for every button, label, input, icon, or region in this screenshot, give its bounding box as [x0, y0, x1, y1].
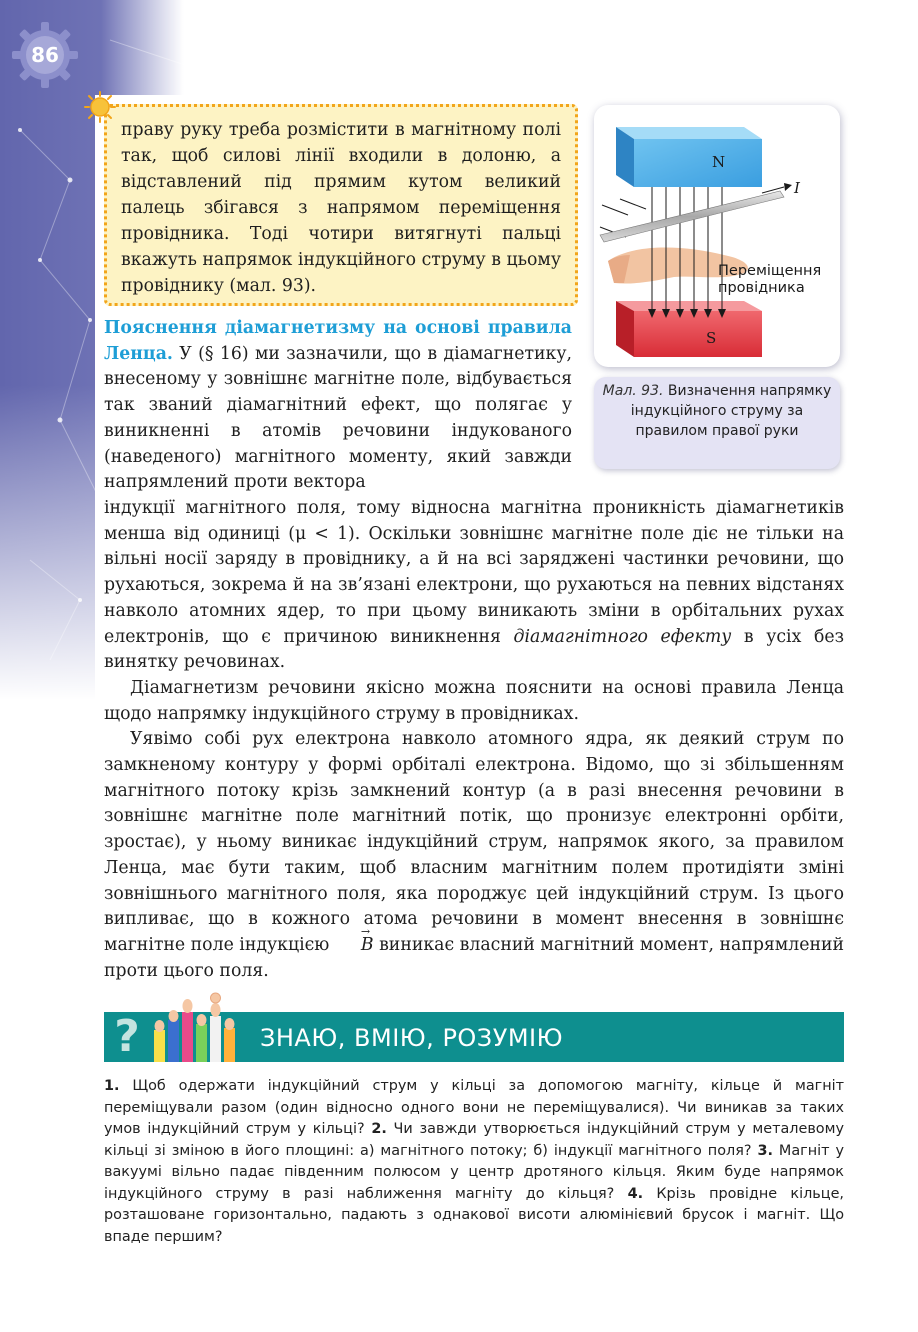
caption-text: Визначення напрямку індукційного струму за правилом правої руки	[630, 383, 832, 439]
question-3-number: 3.	[757, 1142, 773, 1159]
review-questions	[104, 1076, 844, 1248]
right-hand-rule-illustration	[594, 105, 840, 367]
paragraph-orbit-end: виникає власний магнітний момент, напрямлений проти цього поля.	[104, 934, 845, 981]
question-4-number: 4.	[627, 1185, 644, 1202]
question-1: Щоб одержати індукційний струм у кільці за допомогою магніту, кільце й магніт переміщували разом (один відносно одного вони не переміщувалися). Чи виникав за таких умов індукційний струм у кільці?	[104, 1078, 844, 1137]
section-title: ЗНАЮ, ВМІЮ, РОЗУМІЮ	[260, 1024, 564, 1052]
question-1-number: 1.	[104, 1078, 120, 1094]
magnet-south	[634, 311, 762, 357]
label-motion-line1: Переміщення	[718, 263, 822, 279]
intro-text: У (§ 16) ми зазначили, що в діамагнетику, внесеному у зовнішнє магнітне поле, відбувається так званий діамагнітний ефект, що полягає у виникненні в атомів речовини індукованого (наведеного) магнітного моменту, який завжди напрямлений проти вектора	[104, 343, 572, 493]
label-current: I	[794, 179, 800, 197]
section-diamagnetism-body	[104, 496, 844, 984]
page-number: 86	[31, 43, 59, 67]
section-heading: Пояснення діамагнетизму на основі правила Ленца.	[104, 318, 572, 364]
figure-93	[594, 105, 840, 367]
paragraph-lenz: Діамагнетизм речовини якісно можна пояснити на основі правила Ленца щодо напрямку індукційного струму в провідниках.	[104, 677, 844, 724]
section-diamagnetism-intro	[104, 316, 572, 496]
question-3: Магніт у вакуумі вільно падає південним полюсом у центр дротяного кільця. Яким буде напрямок індукційного струму в разі наближення магніту до кільця?	[104, 1142, 844, 1202]
vector-b-symbol: → B	[335, 933, 374, 959]
question-2: Чи завжди утворюється індукційний струм у металевому кільці зі зміною в його площині: а) магнітного потоку; б) індукції магнітного поля?	[104, 1121, 844, 1159]
label-n: N	[712, 153, 726, 171]
paragraph-orbit: Уявімо собі рух електрона навколо атомного ядра, як деякий струм по замкненому контуру у формі орбіталі електрона. Відомо, що зі збільшенням магнітного потоку крізь замкнений контур (а в разі внесення речовини в зовнішнє магнітне поле магнітний потік, що пронизує електронні орбіти, зростає), у ньому виникає індукційний струм, напрямок якого, за правилом Ленца, має бути таким, щоб власним магнітним полем протидіяти зміні зовнішнього магнітного поля, яка породжує цей індукційний струм. Із цього випливає, що в кожного атома речовини в момент внесення в зовнішнє магнітне поле індукцією	[104, 729, 844, 955]
question-4: Крізь провідне кільце, розташоване горизонтально, падають з однакової висоти алюмінієвий брусок і магніт. Що впаде першим?	[104, 1185, 844, 1245]
term-diamagnetic-effect: діамагнітного ефекту	[513, 626, 732, 647]
caption-label: Мал. 93.	[602, 383, 664, 399]
conductor-rod	[600, 191, 784, 242]
magnet-north	[634, 139, 762, 187]
right-hand-rule-box	[104, 104, 578, 306]
label-s: S	[706, 329, 717, 347]
rule-text: праву руку треба розмістити в магнітному полі так, щоб силові лінії входили в долоню, а відставлений під прямим кутом великий палець збігався з напрямом переміщення провідника. Тоді чотири витягнуті пальці вкажуть напрямок індукційного струму в цьому провіднику (мал. 93).	[121, 120, 561, 296]
body-text-2: в усіх без винятку речовинах.	[104, 626, 845, 673]
question-mark-icon: ?	[114, 1011, 140, 1062]
label-motion-line2: провідника	[718, 280, 805, 296]
body-text-1: індукції магнітного поля, тому відносна магнітна проникність діамагнетиків менша від одиниці (μ < 1). Оскільки зовнішнє магнітне поле діє не тільки на вільні носії заряду в провіднику, а й на всі заряджені частинки речовини, що рухаються, зокрема й на зв’язані електрони, що рухаються на певних відстанях навколо атомних ядер, то при цьому виникають зміни в орбітальних рухах електронів, що є причиною виникнення	[104, 498, 844, 647]
raised-hands-icon	[146, 990, 250, 1062]
figure-caption	[594, 377, 840, 469]
question-2-number: 2.	[371, 1121, 387, 1137]
sun-icon	[84, 91, 116, 123]
magnet-north-top	[616, 127, 762, 139]
